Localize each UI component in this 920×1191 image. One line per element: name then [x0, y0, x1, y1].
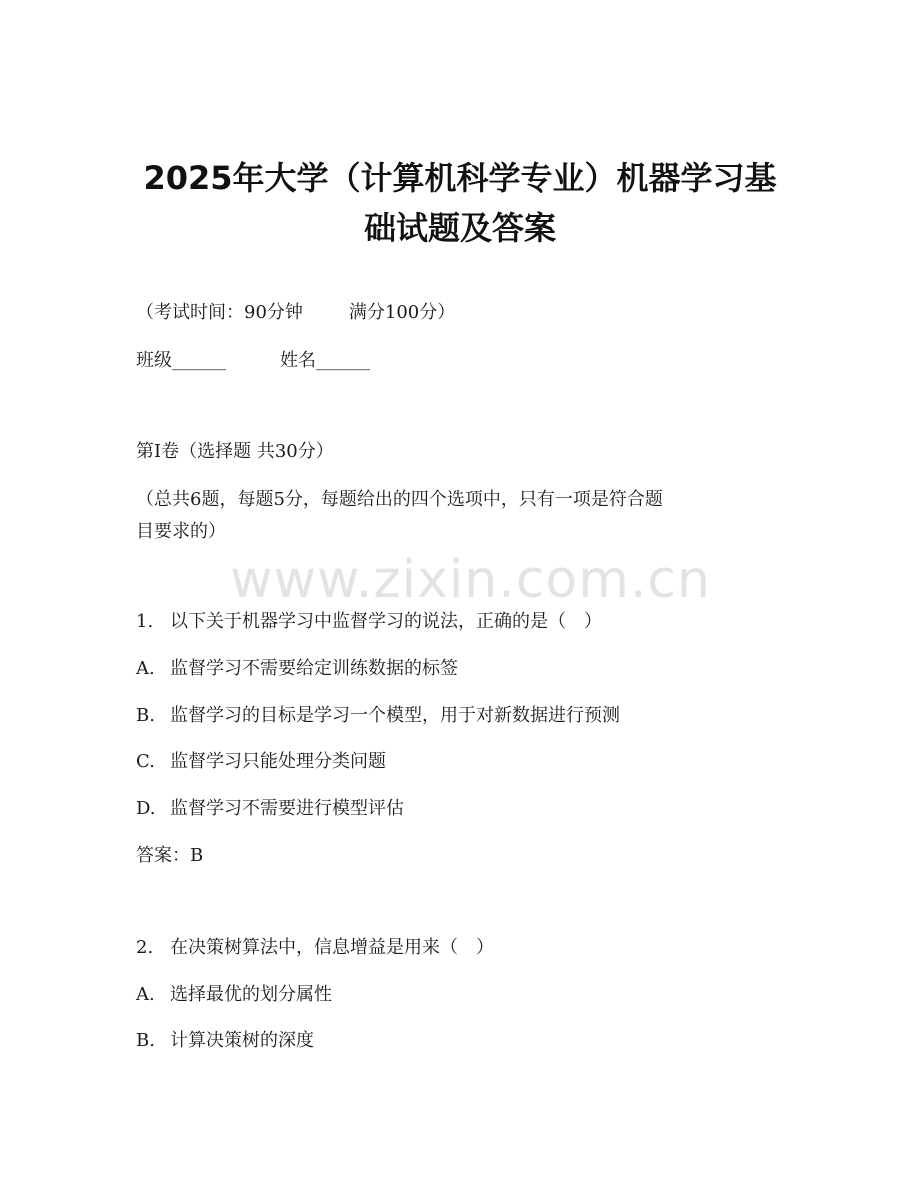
option-text: 监督学习的目标是学习一个模型，用于对新数据进行预测 [170, 705, 620, 726]
exam-total-score: 满分100分） [348, 302, 456, 323]
question-2-stem [136, 935, 494, 961]
question-1-option-d [136, 796, 404, 822]
option-text: 选择最优的划分属性 [170, 984, 332, 1005]
question-number: 2. [136, 937, 154, 958]
question-2-option-a [136, 982, 332, 1008]
question-1-option-a [136, 656, 458, 682]
option-letter: A. [136, 984, 155, 1005]
question-2-option-b [136, 1028, 314, 1054]
exam-time: （考试时间：90分钟 [136, 302, 303, 323]
exam-info [136, 300, 455, 326]
question-text: 在决策树算法中，信息增益是用来（ ） [170, 937, 494, 958]
name-field: 姓名______ [280, 350, 370, 371]
option-letter: B. [136, 1030, 155, 1051]
option-letter: A. [136, 658, 155, 679]
question-1-option-c [136, 749, 386, 775]
section-instructions-line-1: （总共6题，每题5分，每题给出的四个选项中，只有一项是符合题 [136, 489, 663, 510]
watermark: www.zixin.com.cn [230, 550, 711, 610]
question-1-stem [136, 609, 602, 635]
option-text: 监督学习不需要给定训练数据的标签 [170, 658, 458, 679]
document-title-line-2: 础试题及答案 [363, 209, 556, 247]
option-letter: C. [136, 751, 155, 772]
option-text: 监督学习不需要进行模型评估 [170, 798, 404, 819]
option-text: 计算决策树的深度 [170, 1030, 314, 1051]
question-1-answer: 答案：B [136, 845, 204, 866]
option-letter: B. [136, 705, 155, 726]
class-field: 班级______ [136, 350, 226, 371]
question-number: 1. [136, 611, 154, 632]
student-info [136, 348, 370, 374]
question-1-option-b [136, 703, 620, 729]
question-text: 以下关于机器学习中监督学习的说法，正确的是（ ） [170, 611, 602, 632]
section-heading: 第I卷（选择题 共30分） [136, 441, 334, 462]
document-title-line-1: 2025年大学（计算机科学专业）机器学习基 [143, 159, 777, 197]
section-instructions-line-2: 目要求的） [136, 521, 226, 542]
option-letter: D. [136, 798, 156, 819]
option-text: 监督学习只能处理分类问题 [170, 751, 386, 772]
